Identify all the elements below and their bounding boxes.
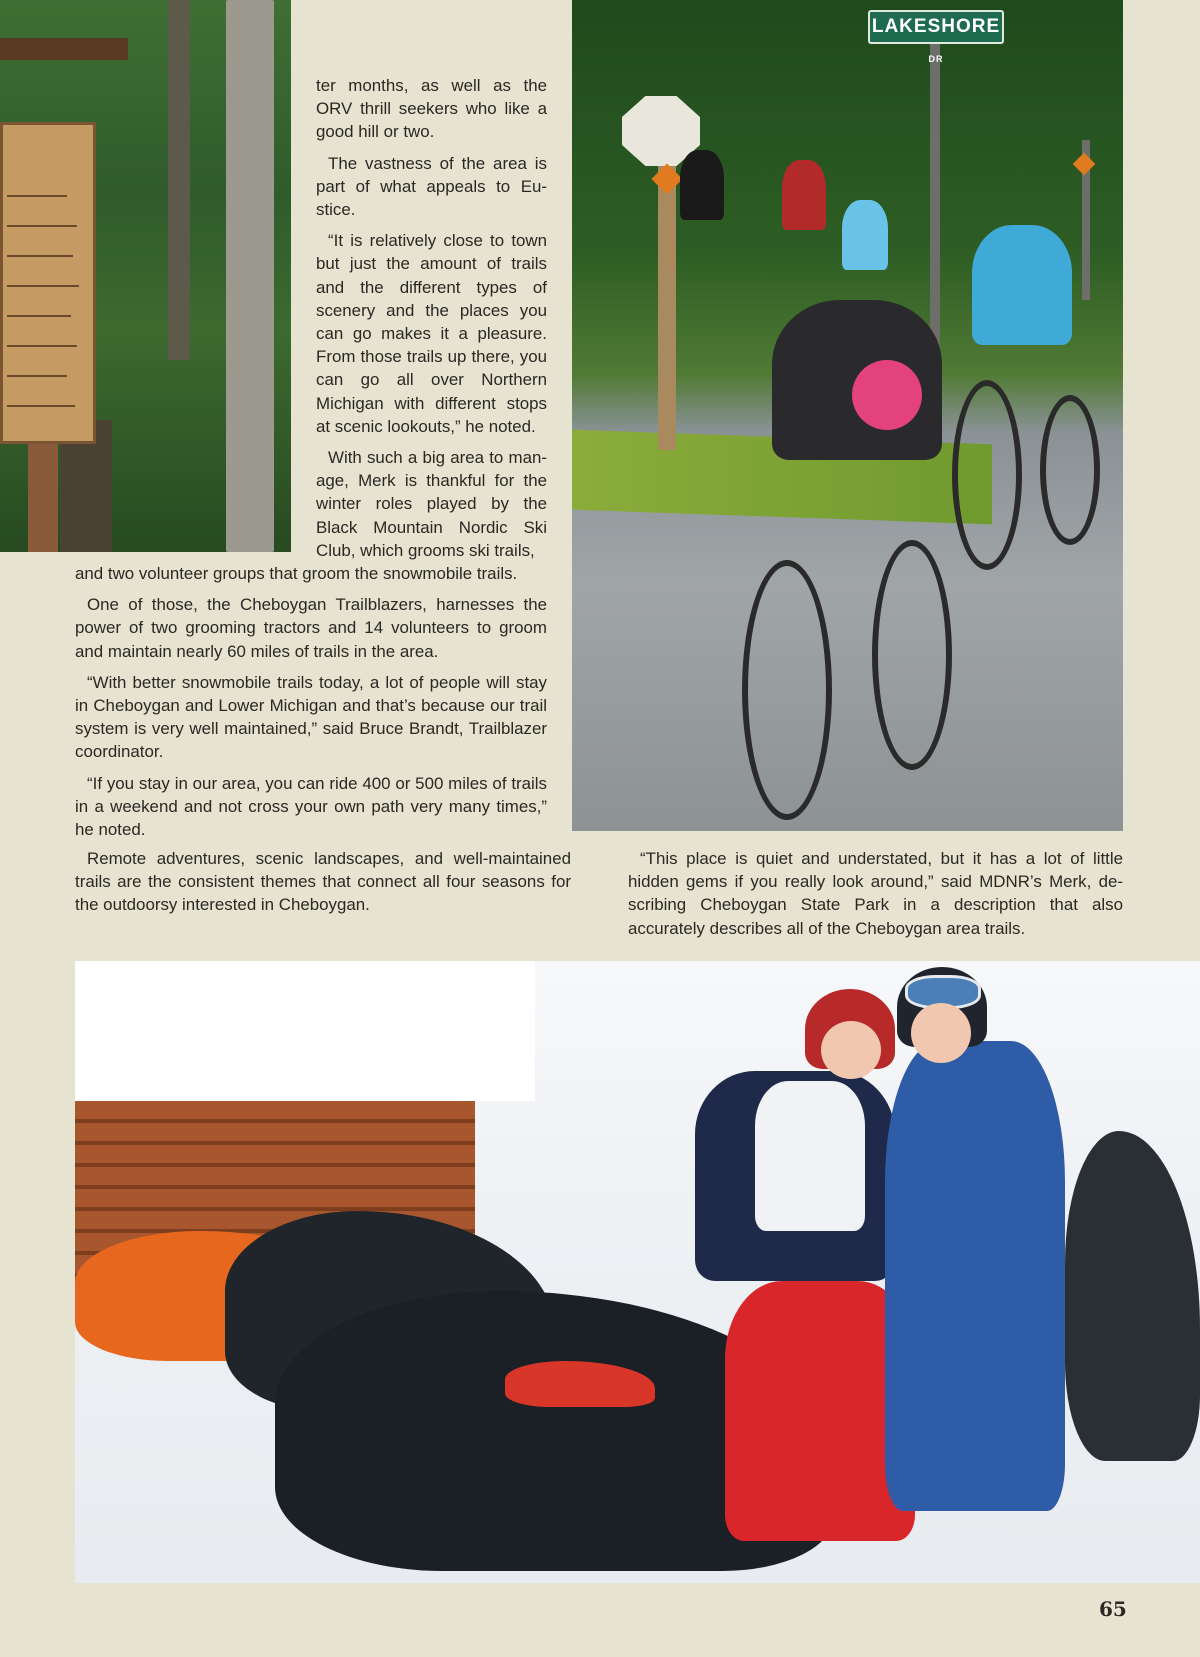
paragraph: With such a big area to man-age, Merk is thankful for the winter roles played by the Black Mountain Nordic Ski Club, which grooms ski trails, bbox=[316, 448, 547, 560]
sign-post bbox=[28, 444, 58, 552]
snowy-roof bbox=[75, 961, 535, 1101]
tree-trunk bbox=[226, 0, 274, 552]
cyclist-jersey-pink bbox=[852, 360, 922, 430]
article-column-left-bottom bbox=[75, 847, 571, 925]
page-number: 65 bbox=[1099, 1597, 1127, 1621]
person-jacket-white-panel bbox=[755, 1081, 865, 1231]
cyclist-background bbox=[782, 160, 826, 230]
street-sign-suffix: DR bbox=[928, 54, 944, 64]
face bbox=[821, 1021, 881, 1079]
cyclist-background bbox=[680, 150, 724, 220]
article-column-left bbox=[75, 562, 547, 849]
forest-trail-sign-photo bbox=[0, 0, 291, 552]
bike-wheel bbox=[872, 540, 952, 770]
street-sign-name: LAKESHORE bbox=[871, 16, 1001, 37]
paragraph: “It is relatively close to town but just the amount of trails and the different types of scenery and the places you can go makes it a pleasure. From those trails up there, you can go all over Northern Michigan with different stops at scenic lookouts,” he noted. bbox=[316, 231, 547, 436]
paragraph: ter months, as well as the ORV thrill seekers who like a good hill or two. bbox=[316, 76, 547, 142]
trail-map-sign bbox=[0, 122, 96, 444]
street-sign bbox=[868, 10, 1004, 64]
cyclists-photo bbox=[572, 0, 1123, 831]
paragraph: The vastness of the area is part of what appeals to Eu-stice. bbox=[316, 153, 547, 220]
paragraph: One of those, the Cheboygan Trailblazers, harnesses the power of two grooming tractors and 14 volunteers to groom and maintain nearly 60 miles of trails in the area. bbox=[75, 595, 547, 661]
paragraph: and two volunteer groups that groom the snowmobile trails. bbox=[75, 564, 518, 583]
bike-wheel bbox=[952, 380, 1022, 570]
trail-post bbox=[658, 150, 676, 450]
bike-wheel bbox=[742, 560, 832, 820]
bike-wheel bbox=[1040, 395, 1100, 545]
paragraph: Remote adventures, scenic landscapes, and well-maintained trails are the consistent themes that connect all four seasons for the outdoorsy interested in Cheboygan. bbox=[75, 849, 571, 915]
paragraph: “With better snowmobile trails today, a lot of people will stay in Cheboygan and Lower Michigan and that’s because our trail system is very well maintained,” said Bruce Brandt, Trailblazer coordinator. bbox=[75, 672, 547, 762]
distance-marker bbox=[1073, 153, 1096, 176]
trail-marker-720 bbox=[651, 163, 682, 194]
cyclist-blue-shirt bbox=[972, 225, 1072, 345]
snowmobile-right bbox=[1065, 1131, 1200, 1461]
tree-trunk bbox=[168, 0, 190, 360]
article-column-right-bottom bbox=[628, 847, 1123, 948]
face bbox=[911, 1003, 971, 1063]
paragraph: “If you stay in our area, you can ride 400 or 500 miles of trails in a weekend and not cross your own path very many times,” he noted. bbox=[75, 773, 547, 840]
paragraph: “This place is quiet and understated, but it has a lot of little hidden gems if you really look around,” said MDNR’s Merk, de-scribing Cheboygan State Park in a description that also accurately describes all of the Cheboygan area trails. bbox=[628, 849, 1123, 938]
cyclist-background bbox=[842, 200, 888, 270]
person-blue-snowsuit bbox=[885, 1041, 1065, 1511]
snowmobiles-photo bbox=[75, 961, 1200, 1583]
article-column-narrow bbox=[316, 74, 547, 562]
sign-roof bbox=[0, 38, 128, 60]
